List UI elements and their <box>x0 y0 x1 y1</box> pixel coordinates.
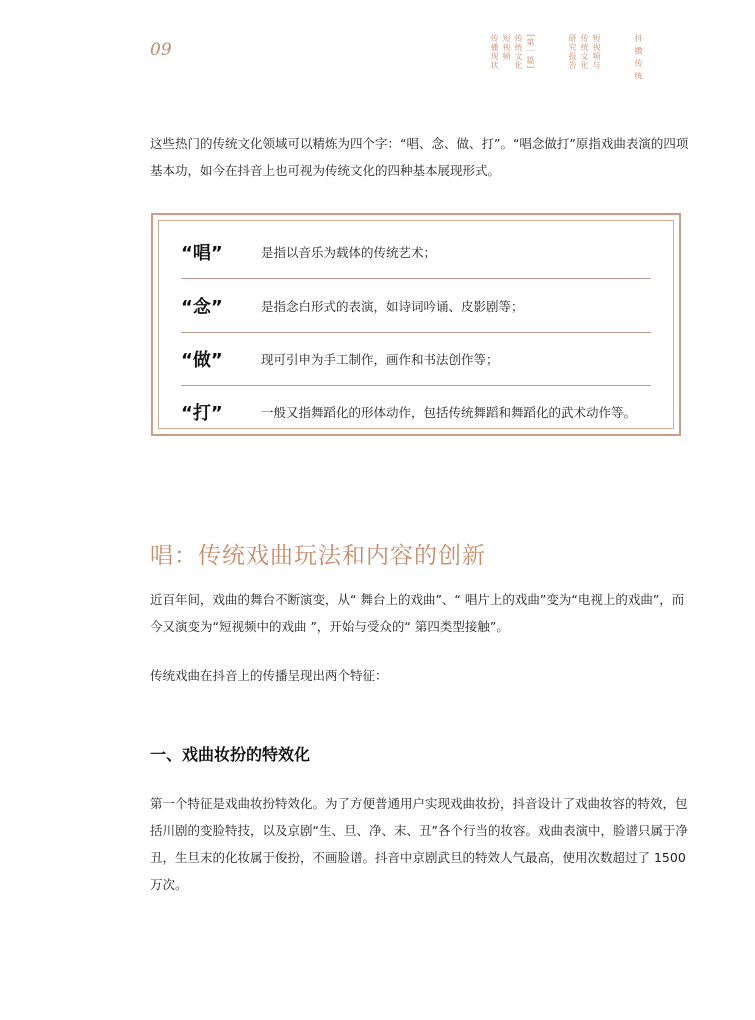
term-description: 是指以音乐为载体的传统艺术； <box>261 244 437 260</box>
running-head-col: [第一篇] <box>526 34 535 70</box>
term-row <box>181 385 651 438</box>
term-row <box>181 332 651 386</box>
terms-box <box>151 213 681 436</box>
running-head-col: 短视频与 <box>592 34 601 70</box>
term-description: 一般又指舞蹈化的形体动作，包括传统舞蹈和舞蹈化的武术动作等。 <box>261 404 637 420</box>
term-description: 现可引申为手工制作，画作和书法创作等； <box>261 351 499 367</box>
running-head-col: 传统文化 <box>580 34 589 70</box>
term-row <box>181 225 651 279</box>
running-head-col: 传统文化 <box>514 34 523 70</box>
subsection-paragraph: 第一个特征是戏曲妆扮特效化。为了方便普通用户实现戏曲妆扮，抖音设计了戏曲妆容的特效，包括川剧的变脸特技，以及京剧“生、旦、净、末、丑”各个行当的妆容。戏曲表演中，脸谱只属于净丑，生旦末的化妆属于俊扮，不画脸谱。抖音中京剧武旦的特效人气最高，使用次数超过了 1500 万次。 <box>150 796 688 892</box>
section-title: 唱：传统戏曲玩法和内容的创新 <box>150 543 486 569</box>
section-paragraph: 传统戏曲在抖音上的传播呈现出两个特征： <box>150 668 388 683</box>
running-head-col: 研究报告 <box>568 34 577 70</box>
term-description: 是指念白形式的表演，如诗词吟诵、皮影剧等； <box>261 298 524 314</box>
term-label: “念” <box>181 296 223 318</box>
subsection-title: 一、戏曲妆扮的特效化 <box>150 745 311 764</box>
term-row <box>181 279 651 333</box>
section-paragraph: 近百年间，戏曲的舞台不断演变，从“ 舞台上的戏曲”、“ 唱片上的戏曲”变为“电视上的戏曲”，而今又演变为“短视频中的戏曲 ”，开始与受众的“ 第四类型接触”。 <box>150 592 685 634</box>
running-head-col: 传播现状 <box>490 34 499 70</box>
running-head <box>487 34 643 81</box>
term-label: “唱” <box>181 242 223 264</box>
intro-paragraph: 这些热门的传统文化领域可以精炼为四个字：“唱、念、做、打”。“唱念做打”原指戏曲表演的四项基本功，如今在抖音上也可视为传统文化的四种基本展现形式。 <box>150 136 689 178</box>
term-label: “做” <box>181 349 223 371</box>
running-head-col: 短视频 <box>502 34 511 61</box>
running-head-col: 抖 擞 传 统 <box>634 34 643 81</box>
page-number: 09 <box>150 40 172 60</box>
term-label: “打” <box>181 402 223 424</box>
